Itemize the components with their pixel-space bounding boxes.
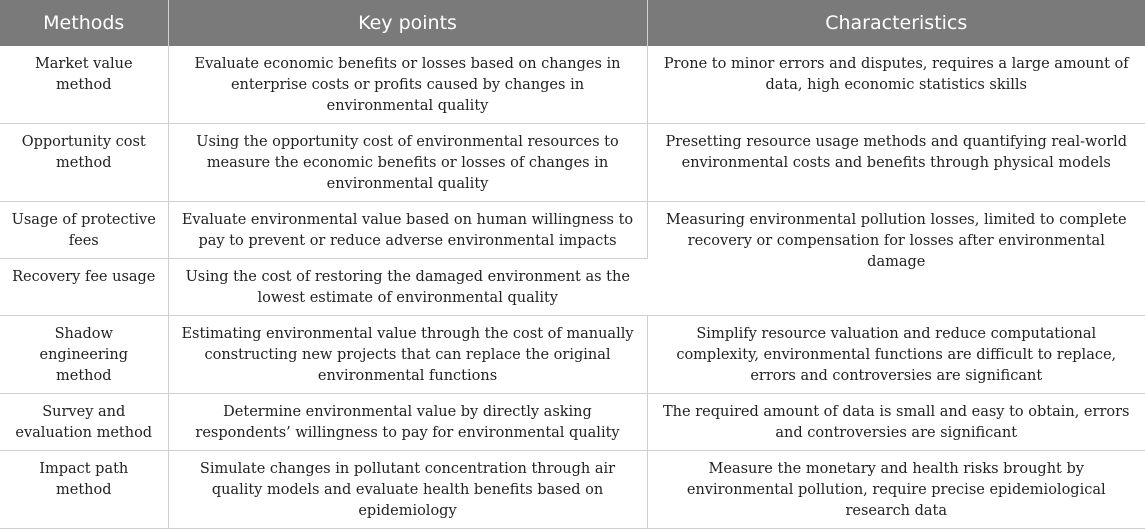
method-cell: Opportunity cost method <box>0 124 168 202</box>
characteristic-cell: Measure the monetary and health risks brought by environmental pollution, require precise epidemiological research data <box>647 451 1145 529</box>
header-row <box>0 0 1145 46</box>
header-characteristics: Characteristics <box>647 0 1145 46</box>
key-point-cell: Estimating environmental value through the cost of manually constructing new projects that can replace the original environmental functions <box>168 316 647 394</box>
table-row <box>0 394 1145 451</box>
method-cell: Impact path method <box>0 451 168 529</box>
key-point-cell: Using the cost of restoring the damaged environment as the lowest estimate of environmental quality <box>168 259 647 316</box>
key-point-cell: Evaluate environmental value based on human willingness to pay to prevent or reduce adverse environmental impacts <box>168 202 647 259</box>
method-cell: Market value method <box>0 46 168 124</box>
header-methods: Methods <box>0 0 168 46</box>
characteristic-cell: Presetting resource usage methods and quantifying real-world environmental costs and benefits through physical models <box>647 124 1145 202</box>
table-row <box>0 124 1145 202</box>
key-point-cell: Evaluate economic benefits or losses based on changes in enterprise costs or profits caused by changes in environmental quality <box>168 46 647 124</box>
method-cell: Shadow engineering method <box>0 316 168 394</box>
key-point-cell: Simulate changes in pollutant concentration through air quality models and evaluate health benefits based on epidemiology <box>168 451 647 529</box>
method-cell: Usage of protective fees <box>0 202 168 259</box>
method-cell: Survey and evaluation method <box>0 394 168 451</box>
table-row <box>0 451 1145 529</box>
characteristic-cell: Simplify resource valuation and reduce computational complexity, environmental functions are difficult to replace, errors and controversies are significant <box>647 316 1145 394</box>
header-key-points: Key points <box>168 0 647 46</box>
characteristic-cell: Measuring environmental pollution losses, limited to complete recovery or compensation for losses after environmental damage <box>647 202 1145 316</box>
method-cell: Recovery fee usage <box>0 259 168 316</box>
key-point-cell: Using the opportunity cost of environmental resources to measure the economic benefits or losses of changes in environmental quality <box>168 124 647 202</box>
key-point-cell: Determine environmental value by directly asking respondents’ willingness to pay for environmental quality <box>168 394 647 451</box>
table-row <box>0 46 1145 124</box>
table-row <box>0 316 1145 394</box>
characteristic-cell: The required amount of data is small and easy to obtain, errors and controversies are significant <box>647 394 1145 451</box>
characteristic-cell: Prone to minor errors and disputes, requires a large amount of data, high economic statistics skills <box>647 46 1145 124</box>
table-row <box>0 202 1145 259</box>
